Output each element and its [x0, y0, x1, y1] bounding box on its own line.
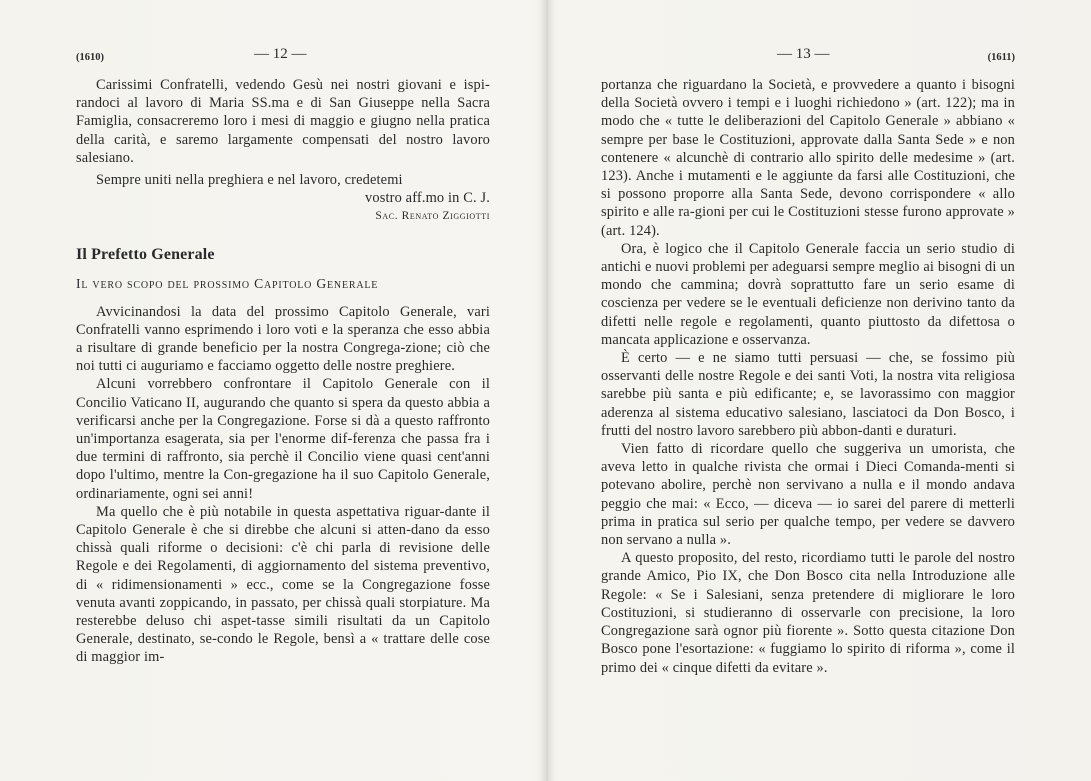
closing-line: vostro aff.mo in C. J. — [365, 190, 490, 207]
right-page-year: (1611) — [987, 52, 1015, 63]
right-page — [601, 0, 1015, 781]
section-title: Il Prefetto Generale — [76, 245, 215, 263]
paragraph: Ora, è logico che il Capitolo Generale faccia un serio studio di antichi e nuovi problemi per adeguarsi sempre meglio ai bisogni di un mondo che cammina; dovrà soprattutto fare un serio esame di coscienza per vedere se le eventuali deficienze non derivino tanto da difetti nelle regole e regolamenti, quanto piuttosto da difettosa o mancata applicazione e osservanza. — [601, 240, 1015, 348]
left-page-number: — 12 — — [254, 46, 307, 62]
paragraph: Sempre uniti nella preghiera e nel lavoro, credetemi — [96, 172, 403, 189]
left-page-header — [76, 46, 490, 76]
section-subtitle: Il vero scopo del prossimo Capitolo Generale — [76, 275, 379, 291]
paragraph: Carissimi Confratelli, vedendo Gesù nei nostri giovani e ispi-randoci al lavoro di Maria SS.ma e di San Giuseppe nella Sacra Famiglia, consacreremo loro i mesi di maggio e giugno nella pratica della carità, e saremo largamente compensati del nostro lavoro salesiano. — [76, 77, 490, 166]
right-page-body — [601, 76, 1015, 677]
paragraph: Avvicinandosi la data del prossimo Capitolo Generale, vari Confratelli vanno esprimendo i loro voti e la speranza che esso abbia a risultare di grande beneficio per la nostra Congrega-zione; ciò che noi tutti ci auguriamo e facciamo oggetto delle nostre preghiere. — [76, 303, 490, 375]
left-page — [76, 0, 490, 781]
right-page-number: — 13 — — [777, 46, 830, 62]
book-gutter — [540, 0, 554, 781]
left-page-year: (1610) — [76, 52, 104, 63]
signature: Sac. Renato Ziggiotti — [375, 210, 490, 223]
right-page-header — [601, 46, 1015, 76]
paragraph: portanza che riguardano la Società, e provvedere a quanto i bisogni della Società ovvero i tempi e i luoghi richiedono » (art. 122); ma in modo che « tutte le deliberazioni del Capitolo Generale » abbiano « sempre per base le Costituzioni, approvate dalla Santa Sede » e non contenere « alcunchè di contrario allo spirito delle medesime » (art. 123). Anche i mutamenti e le aggiunte da farsi alle Costituzioni, che si possono proporre alla Santa Sede, devono corrispondere « allo spirito e alle ra-gioni per cui le Costituzioni stesse furono approvate » (art. 124). — [601, 77, 1015, 239]
left-page-body — [76, 76, 490, 667]
paragraph: Ma quello che è più notabile in questa aspettativa riguar-dante il Capitolo Generale è che si direbbe che alcuni si atten-dano da esso chissà quali riforme o decisioni: c'è chi parla di revisione delle Regole e dei Regolamenti, di aggiornamento del sistema preventivo, di « ridimensionamenti » ecc., come se la Congregazione fosse venuta avanti zoppicando, in passato, per chissà quali storpiature. Ma resterebbe deluso chi aspet-tasse simili risultati da un Capitolo Generale, destinato, se-condo le Regole, bensì a « trattare delle cose di maggior im- — [76, 503, 490, 666]
paragraph: A questo proposito, del resto, ricordiamo tutti le parole del nostro grande Amico, Pio IX, che Don Bosco cita nella Introduzione alle Regole: « Se i Salesiani, senza pretendere di migliorare le loro Costituzioni, si studieranno di osservarle con precisione, la loro Congregazione sarà ognor più fiorente ». Sotto questa citazione Don Bosco pone l'esortazione: « fuggiamo lo spirito di riforma », come il primo dei « cinque difetti da evitare ». — [601, 550, 1015, 676]
paragraph: È certo — e ne siamo tutti persuasi — che, se fossimo più osservanti delle nostre Regole e dei santi Voti, la nostra vita religiosa sarebbe più santa e più edificante; e, se lavorassimo con maggior aderenza al sistema educativo salesiano, lasciatoci da Don Bosco, i frutti del nostro lavoro sarebbero più abbon-danti e duraturi. — [601, 350, 1015, 439]
paragraph: Alcuni vorrebbero confrontare il Capitolo Generale con il Concilio Vaticano II, augurando che quanto si spera da questo abbia a verificarsi anche per la Congregazione. Forse si dà a questo raffronto un'importanza esagerata, sia per l'enorme dif-ferenza che passa fra i due termini di raffronto, sia perchè il Concilio viene quasi cent'anni dopo l'ultimo, mentre la Con-gregazione ha il suo Capitolo Generale, ordinariamente, ogni sei anni! — [76, 376, 490, 502]
paragraph: Vien fatto di ricordare quello che suggeriva un umorista, che aveva letto in qualche rivista che ormai i Dieci Comanda-menti si potevano abolire, perchè non servivano a nulla e il mondo andava peggio che mai: « Ecco, — diceva — io sarei del parere di metterli prima in pratica sul serio per qualche tempo, per vedere se davvero non servano a nulla ». — [601, 441, 1015, 549]
